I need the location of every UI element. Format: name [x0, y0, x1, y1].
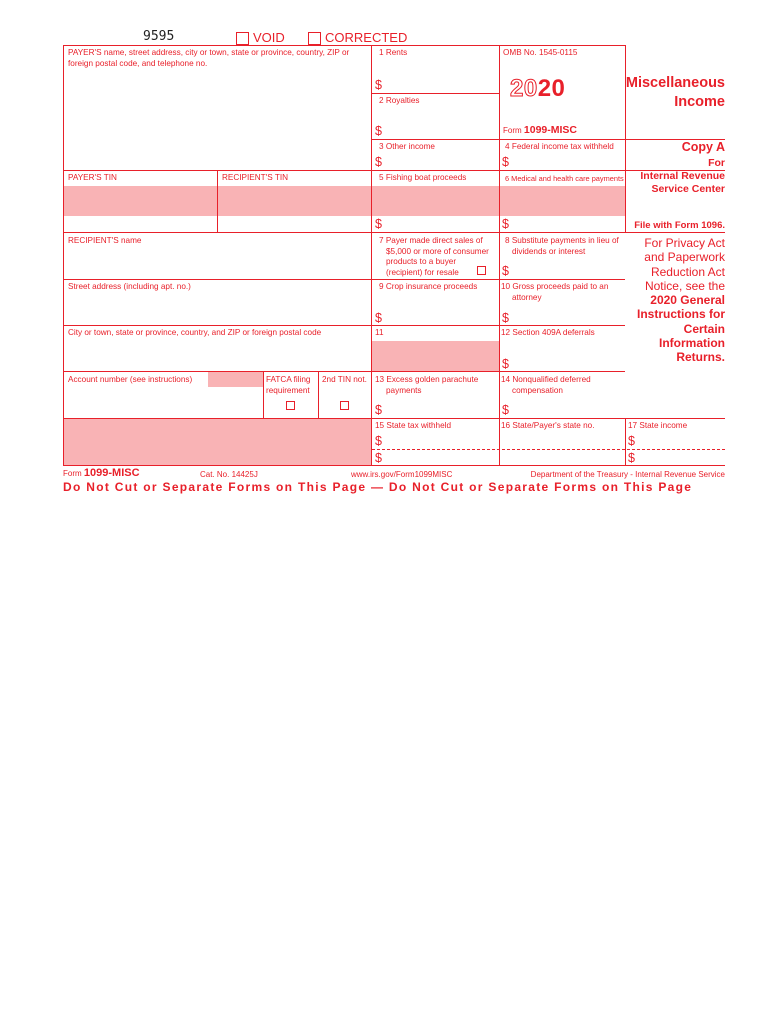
void-checkbox[interactable]	[236, 32, 249, 45]
box1-dollar: $	[375, 78, 382, 92]
box17-dollar-2: $	[628, 451, 635, 465]
footer-dept: Department of the Treasury - Internal Revenue Service	[530, 470, 725, 479]
box12-dollar: $	[502, 357, 509, 371]
cut-warning: Do Not Cut or Separate Forms on This Page — Do Not Cut or Separate Forms on This Page	[63, 480, 693, 494]
box13-dollar: $	[375, 403, 382, 417]
form-title: Miscellaneous Income	[625, 75, 725, 110]
corrected-checkbox[interactable]	[308, 32, 321, 45]
box15-label: 15 State tax withheld	[375, 421, 452, 430]
box15-dollar-1: $	[375, 434, 382, 448]
fatca-checkbox[interactable]	[286, 401, 295, 410]
box15-dollar-2: $	[375, 451, 382, 465]
footer-cat-no: Cat. No. 14425J	[200, 470, 258, 479]
box16-label: 16 State/Payer's state no.	[501, 421, 595, 430]
form-name-header: Form 1099-MISC	[503, 124, 578, 136]
payer-tin-field[interactable]	[64, 186, 217, 216]
copy-label: Copy A	[681, 140, 725, 154]
box8-label: 8 Substitute payments in lieu of dividends or interest	[505, 236, 619, 256]
box10-dollar: $	[502, 311, 509, 325]
box9-label: 9 Crop insurance proceeds	[379, 282, 478, 291]
footer-form: Form 1099-MISC	[63, 467, 140, 479]
bottom-left-shade	[64, 419, 371, 465]
box4-label: 4 Federal income tax withheld	[505, 142, 614, 151]
file-with: File with Form 1096.	[634, 220, 725, 231]
irs-center: For Internal Revenue Service Center	[640, 157, 725, 195]
box4-dollar: $	[502, 155, 509, 169]
box6-dollar: $	[502, 217, 509, 231]
box11-shade	[372, 341, 499, 371]
void-label: VOID	[253, 30, 285, 45]
box6-label: 6 Medical and health care payments	[505, 174, 624, 183]
box14-label: 14 Nonqualified deferred compensation	[501, 375, 591, 395]
footer-url: www.irs.gov/Form1099MISC	[351, 470, 453, 479]
box11-label: 11	[375, 328, 384, 337]
privacy-notice: For Privacy Act and Paperwork Reduction Act Notice, see the 2020 General Instructions for Certain Information Returns.	[636, 236, 725, 365]
box1-label: 1 Rents	[379, 48, 408, 57]
box3-dollar: $	[375, 155, 382, 169]
box12-label: 12 Section 409A deferrals	[501, 328, 595, 337]
second-tin-label: 2nd TIN not.	[322, 375, 367, 384]
tax-year: 2020	[510, 75, 566, 102]
box10-label: 10 Gross proceeds paid to an attorney	[501, 282, 609, 302]
second-tin-checkbox[interactable]	[340, 401, 349, 410]
box5-dollar: $	[375, 217, 382, 231]
recipient-tin-label: RECIPIENT'S TIN	[222, 173, 289, 182]
box7-label: 7 Payer made direct sales of $5,000 or more of consumer products to a buyer (recipient) for resale	[379, 236, 489, 277]
account-number-label: Account number (see instructions)	[68, 375, 193, 384]
city-label: City or town, state or province, country, and ZIP or foreign postal code	[68, 328, 322, 337]
box8-dollar: $	[502, 264, 509, 278]
box13-label: 13 Excess golden parachute payments	[375, 375, 479, 395]
fatca-label: FATCA filing requirement	[266, 375, 311, 395]
recipient-name-label: RECIPIENT'S name	[68, 236, 142, 245]
payer-info-label: PAYER'S name, street address, city or town, state or province, country, ZIP or foreign postal code, and telephone no.	[68, 48, 350, 68]
account-number-shade	[208, 372, 263, 387]
box14-dollar: $	[502, 403, 509, 417]
box2-label: 2 Royalties	[379, 96, 420, 105]
box17-dollar-1: $	[628, 434, 635, 448]
box3-label: 3 Other income	[379, 142, 435, 151]
street-address-label: Street address (including apt. no.)	[68, 282, 191, 291]
corrected-label: CORRECTED	[325, 30, 408, 45]
form-code: 9595	[143, 29, 175, 44]
box9-dollar: $	[375, 311, 382, 325]
box2-dollar: $	[375, 124, 382, 138]
recipient-tin-field[interactable]	[218, 186, 371, 216]
box7-checkbox[interactable]	[477, 266, 486, 275]
box17-label: 17 State income	[628, 421, 688, 430]
payer-tin-label: PAYER'S TIN	[68, 173, 117, 182]
omb-number: OMB No. 1545-0115	[503, 48, 578, 57]
box5-label: 5 Fishing boat proceeds	[379, 173, 467, 182]
